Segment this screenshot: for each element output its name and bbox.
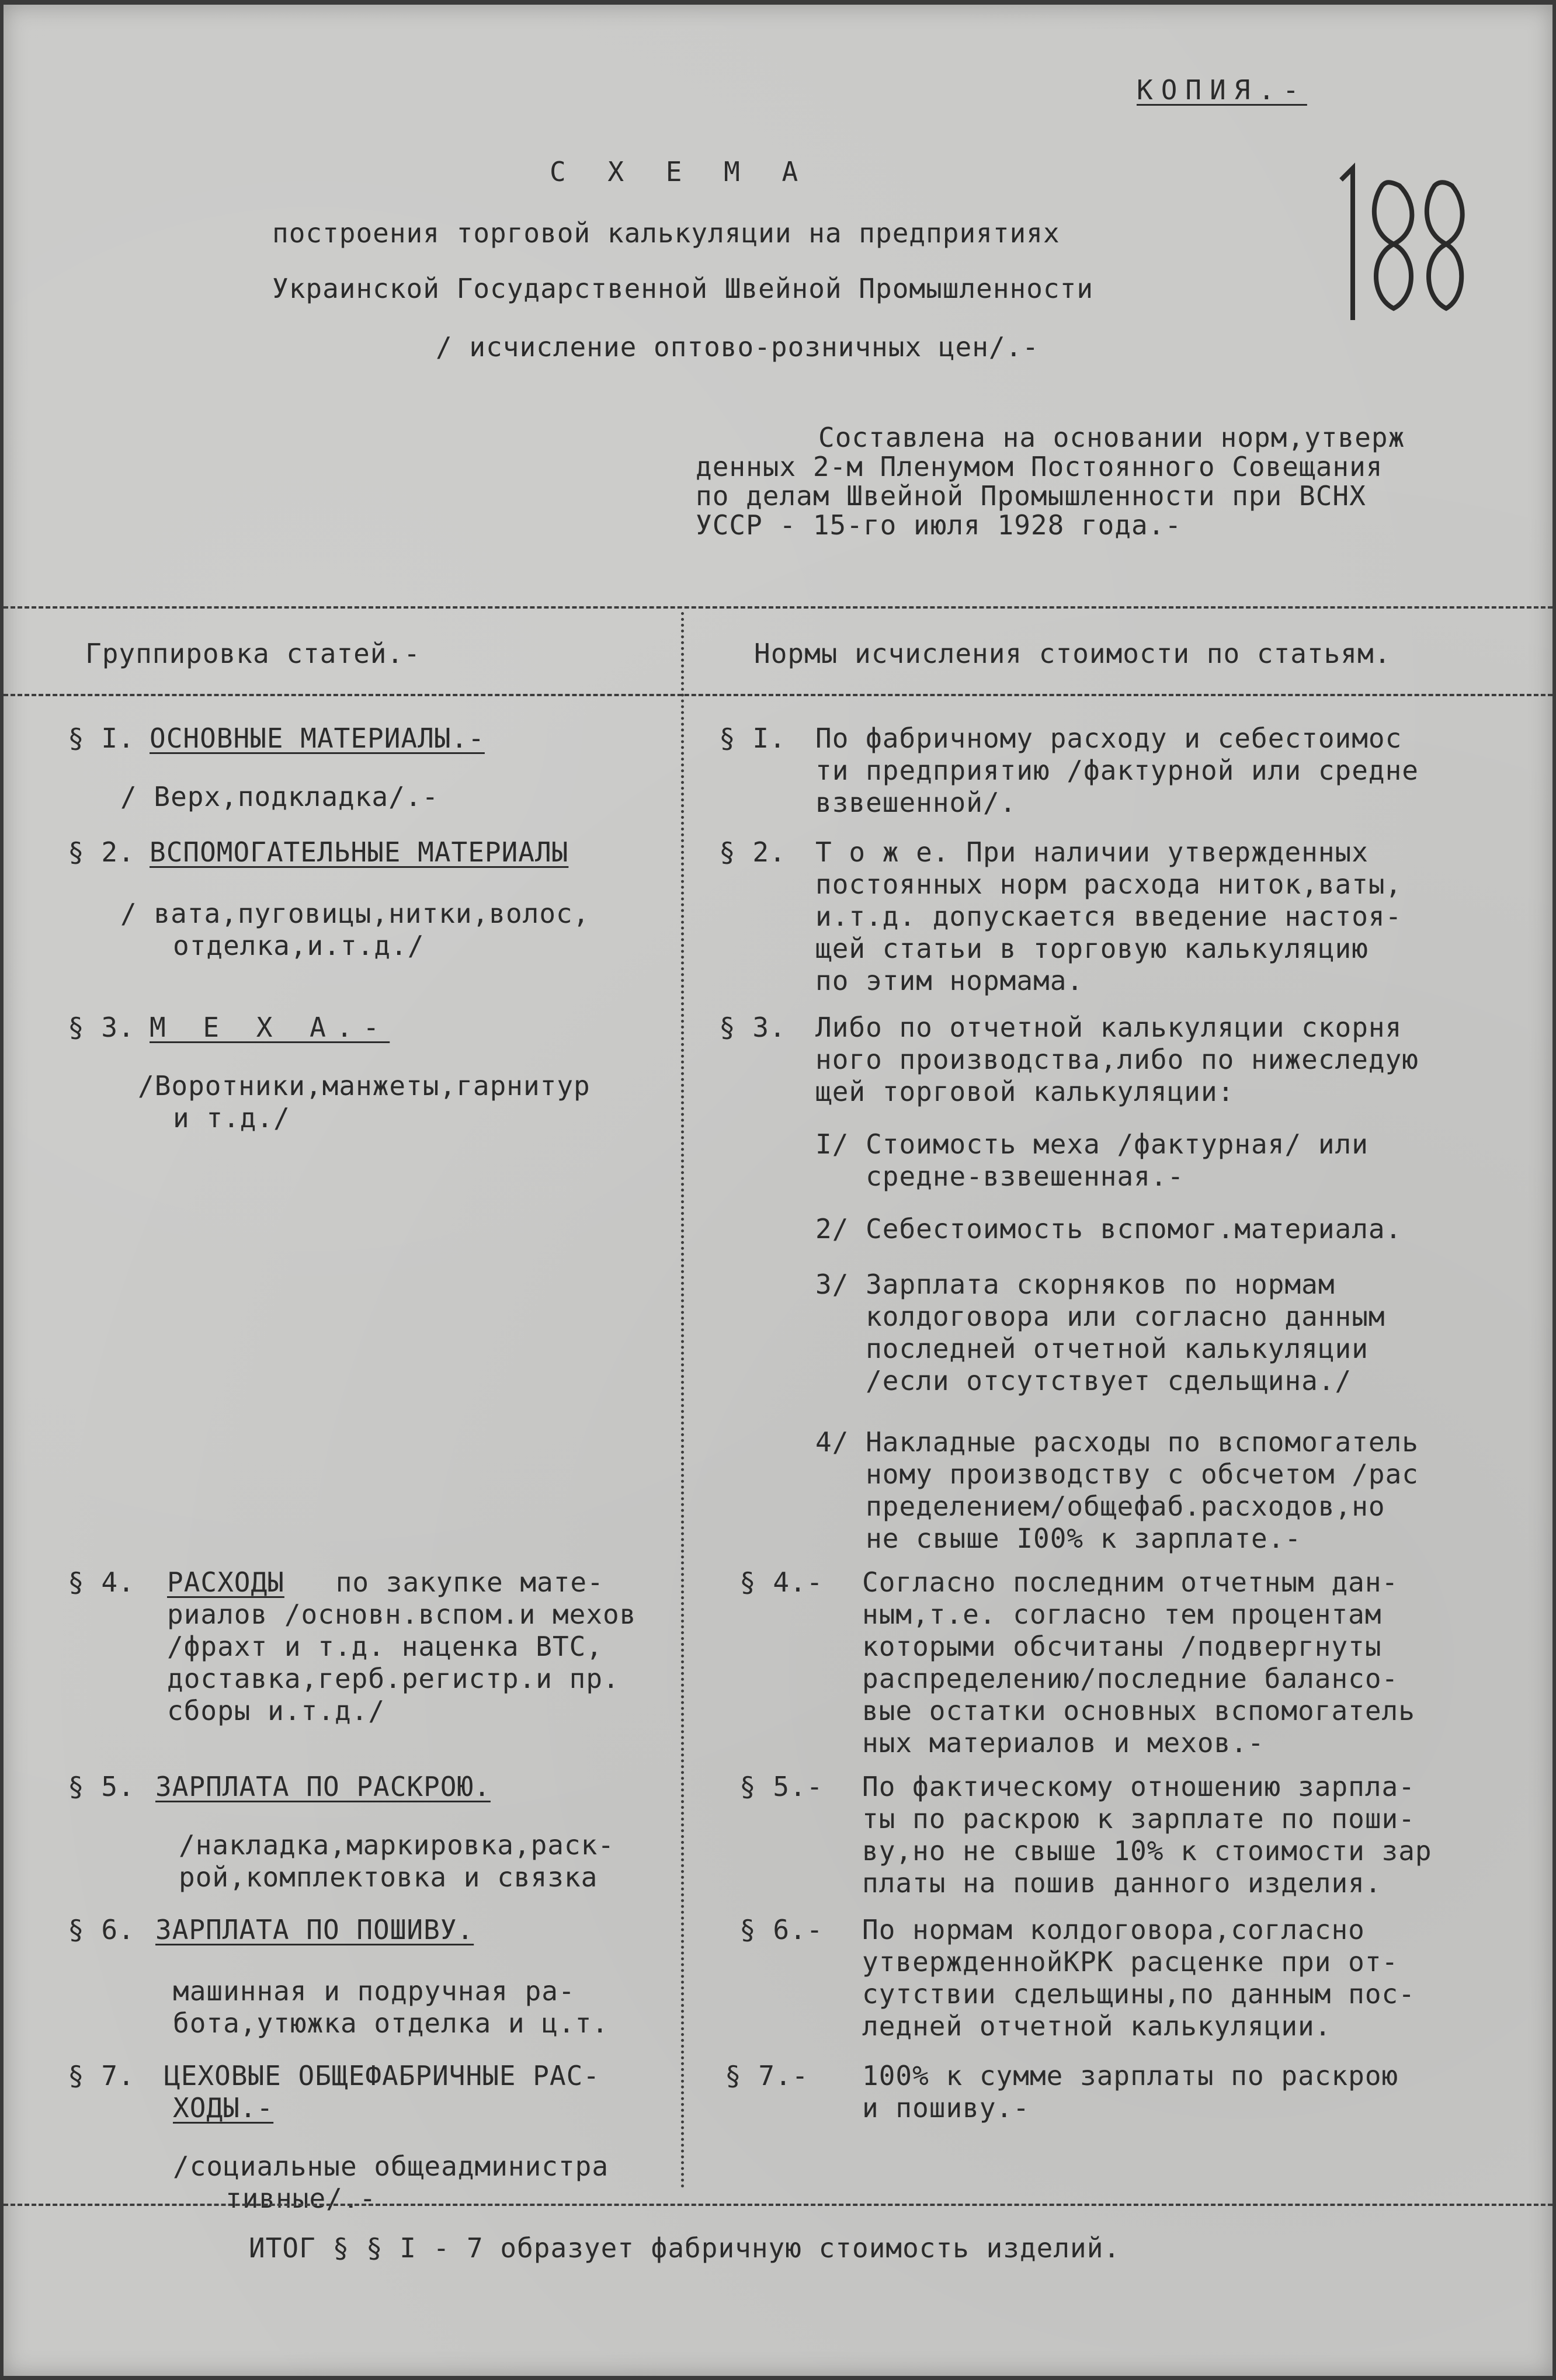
norm-3-sub-3-line-4: /если отсутствует сдельщина./ (815, 1365, 1352, 1396)
norm-5-number: § 5.- (739, 1771, 824, 1802)
table-header-rule (4, 694, 1552, 696)
column-header-right: Нормы исчисления стоимости по статьям. (754, 638, 1391, 669)
norm-5-line-4: платы на пошив данного изделия. (862, 1867, 1382, 1899)
note-line-3: по делам Швейной Промышленности при ВСНХ (696, 480, 1366, 512)
item-1-title: ОСНОВНЫЕ МАТЕРИАЛЫ.- (150, 722, 485, 754)
norm-2-line-1: Т о ж е. При наличии утвержденных (815, 836, 1369, 868)
norm-3-sub-3-line-3: последней отчетной калькуляции (815, 1333, 1369, 1364)
item-4-detail-2: /фрахт и т.д. наценка ВТС, (167, 1631, 603, 1662)
norm-4-line-5: вые остатки основных вспомогатель (862, 1695, 1415, 1726)
item-2-detail-1: / вата,пуговицы,нитки,волос, (120, 898, 590, 929)
item-5-number: § 5. (68, 1771, 135, 1802)
item-7-title: ЦЕХОВЫЕ ОБЩЕФАБРИЧНЫЕ РАС- (164, 2060, 600, 2091)
norm-4-line-2: ным,т.е. согласно тем процентам (862, 1599, 1382, 1630)
note-line-4: УССР - 15-го июля 1928 года.- (696, 509, 1182, 541)
norm-3-line-3: щей торговой калькуляции: (815, 1076, 1235, 1107)
item-4-number: § 4. (68, 1566, 135, 1598)
item-7-title-2: ХОДЫ.- (173, 2092, 274, 2124)
norm-3-sub-4-line-3: пределением/общефаб.расходов,но (815, 1490, 1385, 1522)
item-7-detail-2: тивные/.- (225, 2183, 377, 2214)
item-5-detail-2: рой,комплектовка и связка (179, 1861, 598, 1893)
norm-2-line-4: щей статьи в торговую калькуляцию (815, 933, 1369, 964)
norm-3-line-1: Либо по отчетной калькуляции скорня (815, 1012, 1402, 1043)
norm-4-line-1: Согласно последним отчетным дан- (862, 1566, 1399, 1598)
item-4-detail-1: риалов /основн.вспом.и мехов (167, 1599, 637, 1630)
item-6-number: § 6. (68, 1914, 135, 1945)
item-3-number: § 3. (68, 1012, 135, 1043)
document-page (4, 5, 1552, 2376)
footer-total: ИТОГ § § I - 7 образует фабричную стоимость изделий. (249, 2232, 1121, 2264)
item-6-detail-2: бота,утюжка отделка и ц.т. (173, 2007, 609, 2039)
norm-3-sub-3-line-2: колдоговора или согласно данным (815, 1301, 1385, 1332)
norm-7-line-2: и пошиву.- (862, 2092, 1030, 2124)
column-divider (681, 612, 684, 2189)
item-2-number: § 2. (68, 836, 135, 868)
norm-7-line-1: 100% к сумме зарплаты по раскрою (862, 2060, 1399, 2091)
table-top-rule (4, 606, 1552, 609)
norm-3-sub-2-line-1: 2/ Себестоимость вспомог.материала. (815, 1213, 1402, 1245)
norm-4-line-6: ных материалов и мехов.- (862, 1727, 1265, 1759)
item-7-detail-1: /социальные общеадминистра (173, 2150, 609, 2182)
item-5-detail-1: /накладка,маркировка,раск- (179, 1829, 615, 1861)
item-4-title-rest: по закупке мате- (319, 1566, 604, 1598)
norm-3-number: § 3. (719, 1012, 786, 1043)
document-title: С Х Е М А (550, 156, 811, 187)
norm-1-number: § I. (719, 722, 786, 754)
norm-3-sub-4-line-1: 4/ Накладные расходы по вспомогатель (815, 1426, 1419, 1458)
norm-7-number: § 7.- (725, 2060, 809, 2091)
item-2-title: ВСПОМОГАТЕЛЬНЫЕ МАТЕРИАЛЫ (150, 836, 569, 868)
norm-6-line-2: утвержденнойКРК расценке при от- (862, 1946, 1399, 1978)
column-header-left: Группировка статей.- (85, 638, 421, 669)
subtitle-line-2: Украинской Государственной Швейной Промышленности (272, 273, 1094, 304)
norm-2-line-5: по этим нормама. (815, 965, 1084, 996)
item-7-number: § 7. (68, 2060, 135, 2091)
norm-6-line-3: сутствии сдельщины,по данным пос- (862, 1978, 1415, 2010)
item-4-detail-3: доставка,герб.регистр.и пр. (167, 1663, 620, 1694)
item-5-title: ЗАРПЛАТА ПО РАСКРОЮ. (155, 1771, 491, 1802)
subtitle-line-3: / исчисление оптово-розничных цен/.- (436, 331, 1039, 363)
item-4-detail-4: сборы и.т.д./ (167, 1695, 385, 1726)
item-3-detail-2: и т.д./ (173, 1102, 290, 1134)
item-3-title: М Е Х А.- (150, 1012, 390, 1043)
norm-2-line-2: постоянных норм расхода ниток,ваты, (815, 868, 1402, 900)
item-3-detail-1: /Воротники,манжеты,гарнитур (138, 1070, 591, 1102)
norm-4-line-3: которыми обсчитаны /подвергнуты (862, 1631, 1382, 1662)
norm-4-line-4: распределению/последние балансо- (862, 1663, 1399, 1694)
norm-5-line-1: По фактическому отношению зарпла- (862, 1771, 1415, 1802)
norm-5-line-3: ву,но не свыше 10% к стоимости зар (862, 1835, 1432, 1867)
item-4-title: РАСХОДЫ (167, 1566, 284, 1598)
item-2-detail-2: отделка,и.т.д./ (173, 930, 425, 961)
item-6-title: ЗАРПЛАТА ПО ПОШИВУ. (155, 1914, 474, 1945)
item-1-number: § I. (68, 722, 135, 754)
norm-6-line-1: По нормам колдоговора,согласно (862, 1914, 1365, 1945)
norm-2-line-3: и.т.д. допускается введение настоя- (815, 901, 1402, 932)
norm-3-sub-1-line-1: I/ Стоимость меха /фактурная/ или (815, 1128, 1369, 1160)
norm-2-number: § 2. (719, 836, 786, 868)
norm-3-line-2: ного производства,либо по нижеследую (815, 1044, 1419, 1075)
norm-4-number: § 4.- (739, 1566, 824, 1598)
norm-1-line-1: По фабричному расходу и себестоимос (815, 722, 1402, 754)
archive-number-handwritten (1329, 145, 1470, 332)
item-1-detail: / Верх,подкладка/.- (120, 781, 439, 812)
note-line-1: Составлена на основании норм,утверж (818, 422, 1405, 453)
note-line-2: денных 2-м Пленумом Постоянного Совещания (696, 451, 1383, 482)
norm-3-sub-4-line-4: не свыше I00% к зарплате.- (815, 1523, 1302, 1554)
norm-1-line-2: ти предприятию /фактурной или средне (815, 755, 1419, 786)
norm-3-sub-3-line-1: 3/ Зарплата скорняков по нормам (815, 1269, 1335, 1300)
norm-5-line-2: ты по раскрою к зарплате по поши- (862, 1803, 1415, 1834)
copy-mark: КОПИЯ.- (1137, 74, 1307, 106)
table-bottom-rule (4, 2204, 1552, 2206)
norm-6-number: § 6.- (739, 1914, 824, 1945)
norm-3-sub-4-line-2: ному производству с обсчетом /рас (815, 1458, 1419, 1490)
subtitle-line-1: построения торговой калькуляции на предприятиях (272, 217, 1060, 249)
item-6-detail-1: машинная и подручная ра- (173, 1975, 575, 2007)
norm-1-line-3: взвешенной/. (815, 787, 1017, 818)
norm-6-line-4: ледней отчетной калькуляции. (862, 2010, 1332, 2042)
norm-3-sub-1-line-2: средне-взвешенная.- (815, 1161, 1185, 1192)
